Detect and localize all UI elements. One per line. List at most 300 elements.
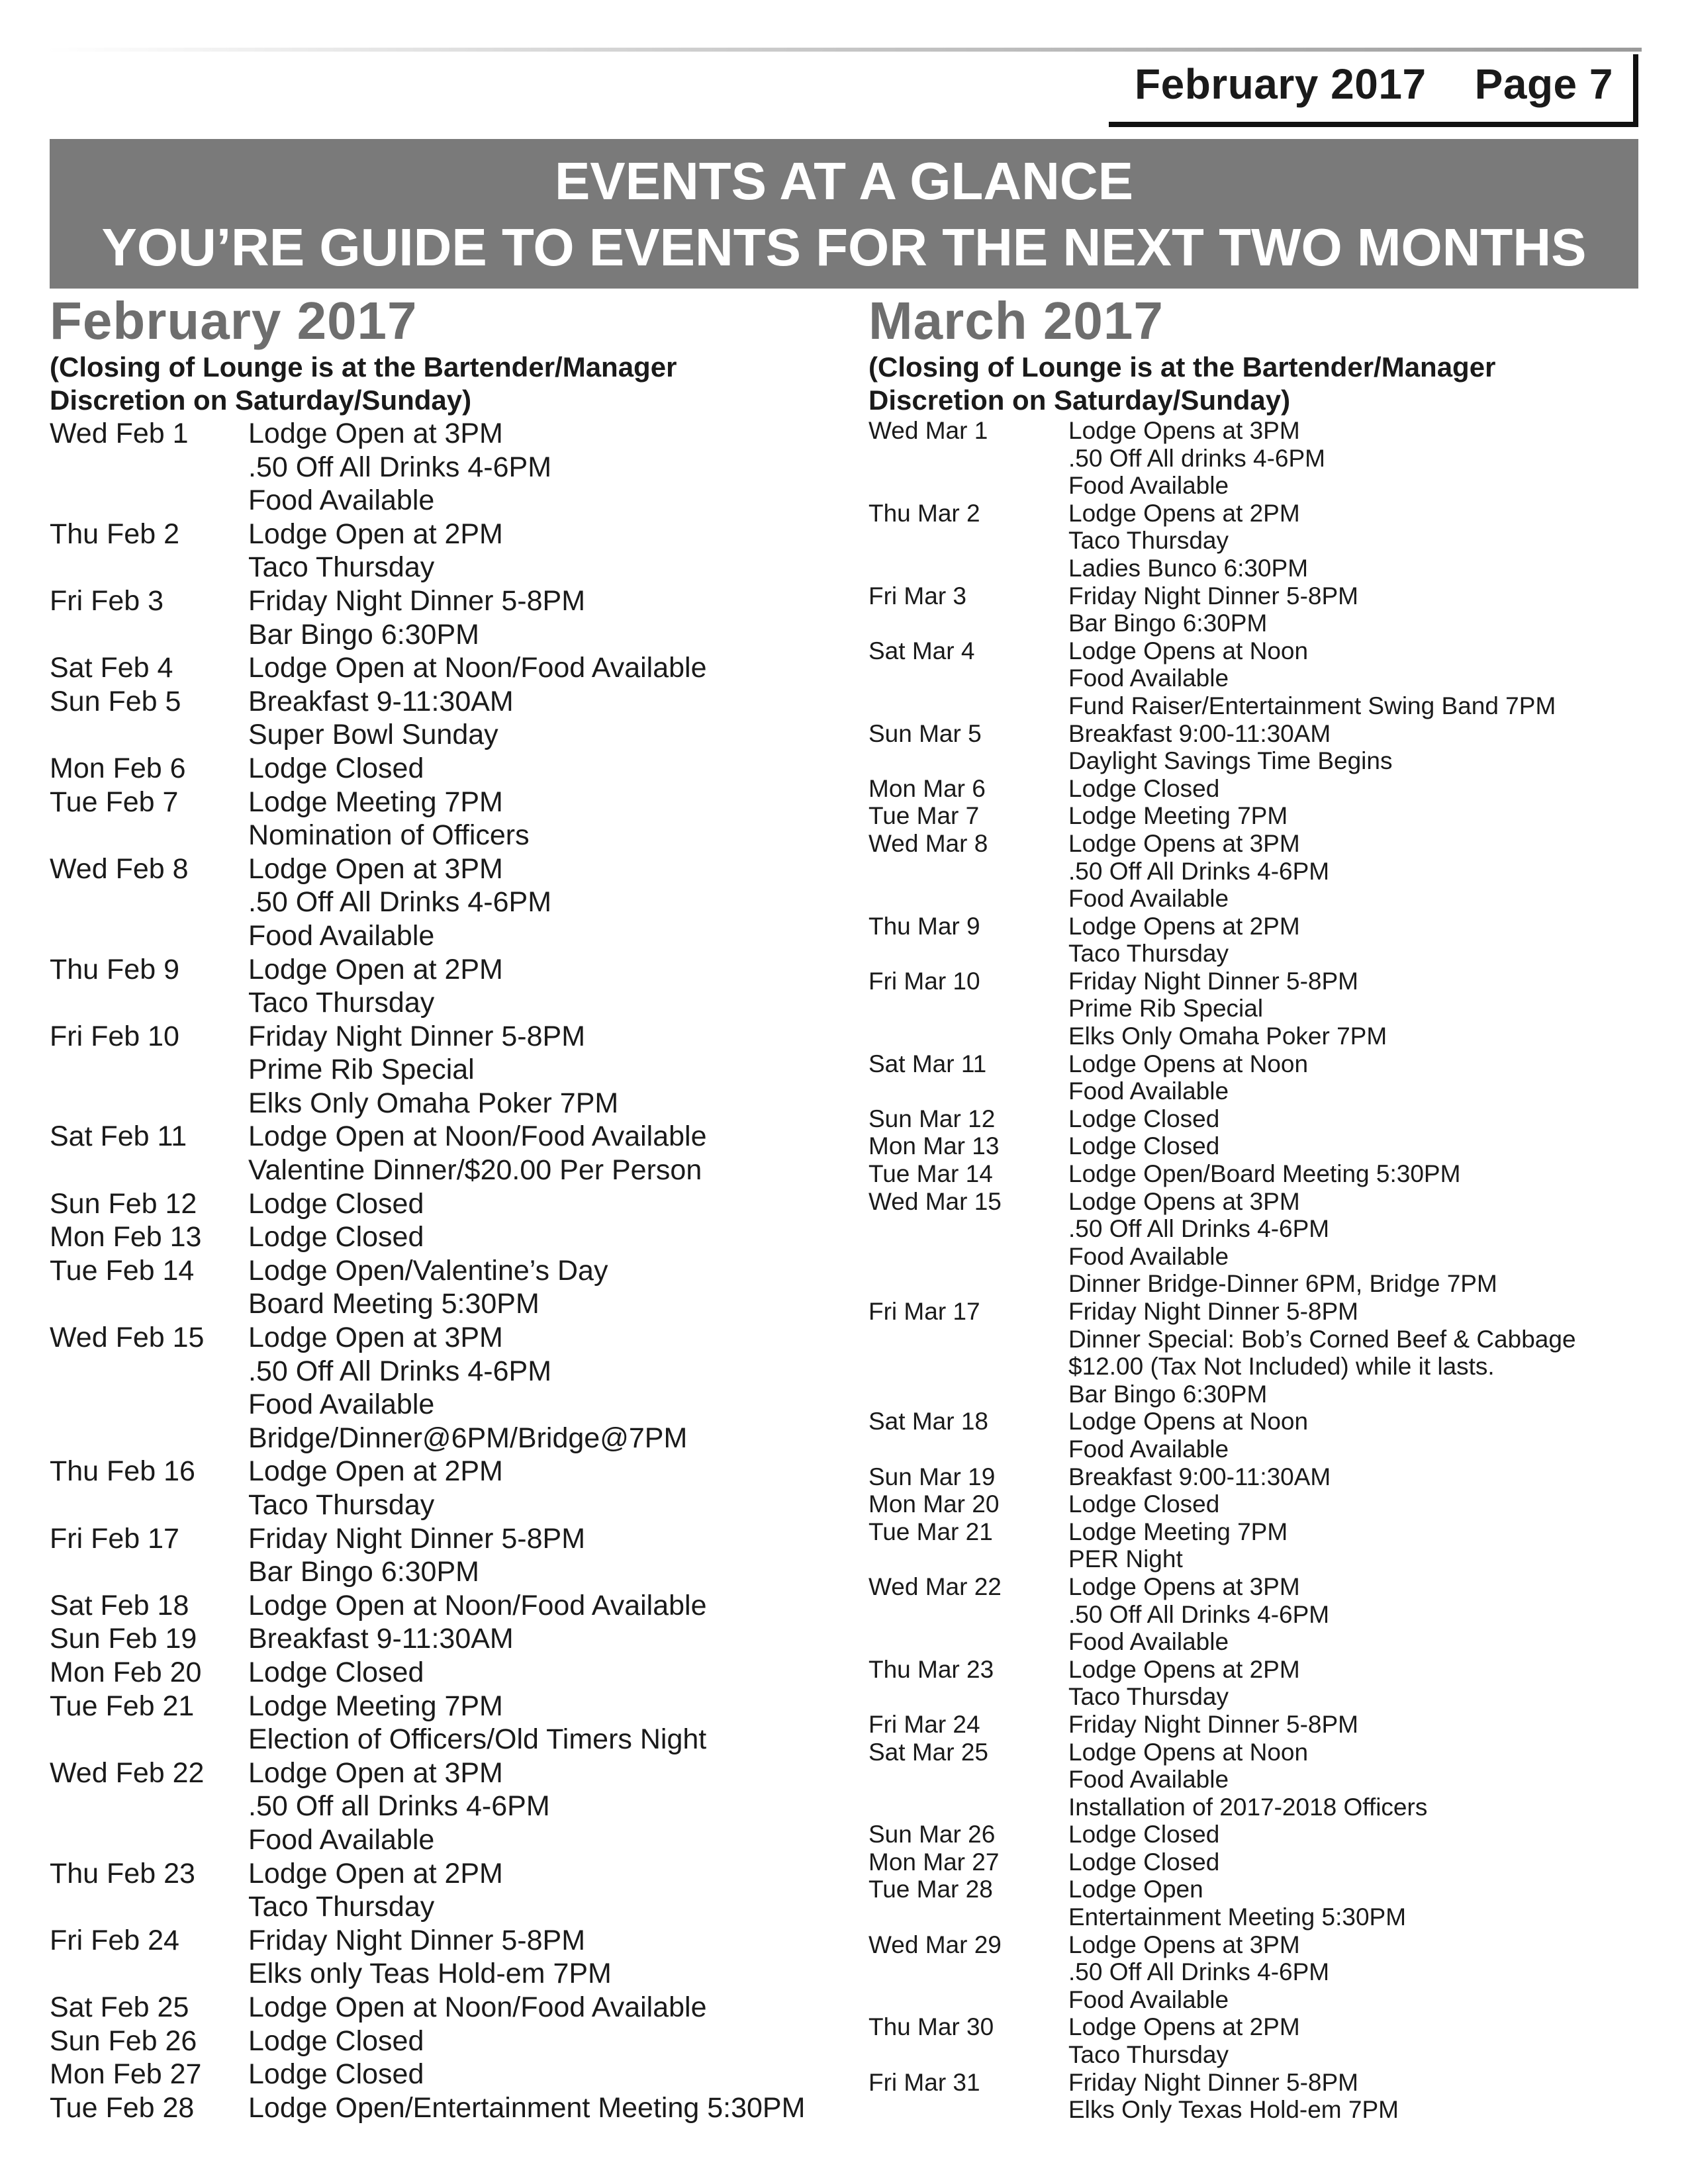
event-row (868, 830, 1663, 913)
event-line: Lodge Open at 3PM (248, 1756, 503, 1789)
event-line: Lodge Closed (248, 1187, 424, 1220)
event-details (1068, 1848, 1663, 1876)
event-line: Lodge Closed (1068, 1105, 1220, 1132)
event-line: .50 Off All Drinks 4-6PM (1068, 1600, 1330, 1628)
event-row (50, 786, 844, 852)
event-details (1068, 1876, 1663, 1931)
event-row (868, 1518, 1663, 1573)
event-line: Food Available (248, 1388, 435, 1421)
event-row (50, 1455, 844, 1522)
event-details (248, 417, 844, 518)
event-line: Taco Thursday (1068, 1683, 1229, 1711)
event-line: Food Available (248, 919, 435, 952)
event-day: Wed Mar 8 (868, 829, 988, 857)
event-line: Lodge Closed (1068, 774, 1220, 802)
event-day: Sun Mar 19 (868, 1463, 996, 1490)
event-day: Sun Mar 26 (868, 1821, 996, 1848)
event-day: Sat Mar 18 (868, 1408, 988, 1435)
event-row (868, 417, 1663, 500)
event-row (50, 1857, 844, 1924)
event-details (248, 1756, 844, 1857)
event-line: Taco Thursday (1068, 2041, 1229, 2069)
event-day: Sun Mar 5 (868, 719, 982, 747)
event-row (50, 1656, 844, 1690)
event-details (248, 1857, 844, 1924)
event-line: Lodge Opens at 3PM (1068, 1931, 1300, 1958)
event-day: Mon Mar 27 (868, 1848, 1000, 1876)
event-line: Lodge Open/Valentine’s Day (248, 1254, 608, 1287)
event-row (868, 1573, 1663, 1656)
event-details (248, 1991, 844, 2025)
event-line: .50 Off all Drinks 4-6PM (248, 1790, 550, 1823)
february-column (50, 291, 844, 2124)
event-row (50, 685, 844, 752)
event-details (1068, 1132, 1663, 1160)
event-line: .50 Off All drinks 4-6PM (1068, 444, 1325, 472)
event-line: Board Meeting 5:30PM (248, 1288, 539, 1320)
event-line: Lodge Closed (1068, 1848, 1220, 1876)
event-details (248, 518, 844, 584)
march-note-line1: (Closing of Lounge is at the Bartender/Manager (868, 351, 1496, 383)
event-line: Food Available (1068, 885, 1229, 913)
event-day: Fri Mar 31 (868, 2068, 980, 2096)
event-row (868, 913, 1663, 968)
event-day: Fri Feb 24 (50, 1924, 179, 1956)
event-line: Elks only Teas Hold-em 7PM (248, 1958, 612, 1990)
event-row (50, 1924, 844, 1991)
event-line: Taco Thursday (1068, 940, 1229, 968)
event-day: Sat Mar 25 (868, 1738, 988, 1766)
page-info: February 2017 Page 7 (1135, 60, 1613, 108)
event-day: Wed Mar 29 (868, 1931, 1002, 1958)
event-details (1068, 830, 1663, 913)
event-row (50, 651, 844, 685)
event-day: Fri Feb 10 (50, 1020, 179, 1052)
event-day: Wed Feb 1 (50, 418, 189, 449)
event-line: .50 Off All Drinks 4-6PM (1068, 1958, 1330, 1986)
event-line: Food Available (1068, 1242, 1229, 1270)
event-details (248, 2058, 844, 2091)
event-line: Lodge Closed (248, 2025, 424, 2057)
event-row (50, 2091, 844, 2125)
event-line: Lodge Closed (248, 1221, 424, 1253)
event-details (248, 1220, 844, 1254)
event-details (1068, 1573, 1663, 1656)
event-row (868, 1739, 1663, 1821)
event-line: Lodge Closed (1068, 1490, 1220, 1518)
event-details (1068, 775, 1663, 803)
event-row (50, 2058, 844, 2091)
event-day: Tue Feb 21 (50, 1690, 195, 1722)
event-line: Breakfast 9:00-11:30AM (1068, 1463, 1331, 1490)
event-line: Lodge Opens at Noon (1068, 637, 1309, 664)
event-day: Mon Feb 13 (50, 1221, 202, 1253)
event-line: Lodge Open at 2PM (248, 953, 503, 985)
event-details (1068, 1160, 1663, 1188)
event-row (868, 2069, 1663, 2124)
event-line: Friday Night Dinner 5-8PM (248, 584, 586, 617)
event-line: Lodge Closed (248, 1656, 424, 1688)
event-day: Sat Feb 18 (50, 1589, 189, 1621)
event-day: Sat Mar 11 (868, 1050, 987, 1077)
event-line: Lodge Open at Noon/Food Available (248, 652, 707, 684)
event-day: Tue Feb 7 (50, 786, 179, 818)
event-line: Friday Night Dinner 5-8PM (1068, 2068, 1358, 2096)
event-day: Sat Feb 11 (50, 1120, 187, 1153)
event-line: $12.00 (Tax Not Included) while it lasts. (1068, 1353, 1495, 1381)
event-line: Taco Thursday (248, 1891, 435, 1923)
event-line: Installation of 2017-2018 Officers (1068, 1793, 1428, 1821)
event-row (868, 775, 1663, 803)
event-details (248, 852, 844, 953)
event-line: Fund Raiser/Entertainment Swing Band 7PM (1068, 692, 1556, 719)
event-details (248, 953, 844, 1020)
event-line: PER Night (1068, 1545, 1183, 1573)
event-row (868, 1298, 1663, 1408)
event-row (50, 584, 844, 651)
event-line: .50 Off All Drinks 4-6PM (248, 451, 552, 483)
event-day: Fri Mar 24 (868, 1710, 980, 1738)
event-row (50, 1756, 844, 1857)
event-row (50, 1020, 844, 1120)
event-row (50, 953, 844, 1020)
event-details (248, 1020, 844, 1120)
event-line: Food Available (1068, 1766, 1229, 1794)
event-row (868, 582, 1663, 637)
event-day: Wed Mar 1 (868, 417, 988, 444)
event-row (868, 500, 1663, 582)
header-rule (46, 48, 1642, 52)
event-row (868, 1050, 1663, 1105)
event-details (248, 2025, 844, 2058)
event-day: Tue Mar 28 (868, 1876, 993, 1903)
event-day: Fri Mar 10 (868, 967, 980, 995)
event-day: Mon Mar 20 (868, 1490, 1000, 1518)
event-day: Thu Mar 2 (868, 499, 980, 527)
event-line: Lodge Opens at Noon (1068, 1738, 1309, 1766)
event-details (1068, 913, 1663, 968)
event-line: Bar Bingo 6:30PM (1068, 1380, 1268, 1408)
february-event-list (50, 417, 844, 2124)
event-day: Tue Feb 14 (50, 1254, 195, 1287)
february-note-line1: (Closing of Lounge is at the Bartender/Manager (50, 351, 677, 383)
event-line: Friday Night Dinner 5-8PM (1068, 967, 1358, 995)
event-day: Thu Feb 9 (50, 953, 179, 985)
event-details (248, 1622, 844, 1656)
event-details (248, 1187, 844, 1221)
event-day: Mon Mar 13 (868, 1132, 1000, 1160)
event-row (868, 968, 1663, 1050)
event-details (248, 786, 844, 852)
event-day: Wed Feb 15 (50, 1322, 205, 1354)
event-line: Prime Rib Special (1068, 995, 1264, 1023)
event-day: Tue Mar 21 (868, 1518, 993, 1545)
event-details (1068, 1656, 1663, 1711)
event-line: Taco Thursday (248, 987, 435, 1019)
event-row (868, 1160, 1663, 1188)
event-line: Lodge Opens at 2PM (1068, 2013, 1300, 2041)
event-line: Lodge Opens at Noon (1068, 1408, 1309, 1435)
event-details (248, 1589, 844, 1623)
event-day: Wed Mar 15 (868, 1187, 1002, 1215)
event-row (868, 2013, 1663, 2068)
march-event-list (868, 417, 1663, 2124)
event-details (1068, 1188, 1663, 1298)
banner-subtitle: YOU’RE GUIDE TO EVENTS FOR THE NEXT TWO MONTHS (101, 218, 1587, 277)
event-line: Friday Night Dinner 5-8PM (1068, 1710, 1358, 1738)
event-line: Lodge Open at 3PM (248, 852, 503, 885)
event-line: Lodge Opens at 3PM (1068, 829, 1300, 857)
event-day: Thu Mar 30 (868, 2013, 994, 2041)
event-row (50, 1321, 844, 1455)
event-row (50, 1522, 844, 1589)
event-day: Sun Feb 5 (50, 685, 181, 717)
event-row (868, 1463, 1663, 1491)
event-day: Fri Feb 17 (50, 1522, 179, 1555)
event-line: Lodge Opens at 2PM (1068, 912, 1300, 940)
event-line: Elks Only Omaha Poker 7PM (248, 1087, 619, 1119)
event-day: Mon Feb 6 (50, 752, 186, 784)
event-day: Fri Mar 17 (868, 1298, 980, 1325)
event-row (50, 1991, 844, 2025)
event-line: Lodge Closed (1068, 1132, 1220, 1160)
event-details (248, 1690, 844, 1756)
event-details (248, 752, 844, 786)
event-line: Lodge Opens at Noon (1068, 1050, 1309, 1077)
event-line: Friday Night Dinner 5-8PM (248, 1020, 586, 1052)
event-row (868, 1490, 1663, 1518)
event-details (248, 1924, 844, 1991)
event-line: Bar Bingo 6:30PM (248, 1556, 479, 1588)
event-line: Lodge Open at 2PM (248, 518, 503, 550)
event-details (1068, 2069, 1663, 2124)
event-line: Lodge Open at 3PM (248, 1322, 503, 1354)
event-row (50, 1187, 844, 1221)
event-day: Mon Mar 6 (868, 774, 986, 802)
event-details (248, 1656, 844, 1690)
event-line: Taco Thursday (248, 1489, 435, 1521)
event-day: Fri Feb 3 (50, 584, 164, 617)
event-day: Tue Mar 14 (868, 1160, 993, 1188)
event-line: Dinner Bridge-Dinner 6PM, Bridge 7PM (1068, 1270, 1497, 1298)
february-title: February 2017 (50, 291, 418, 350)
event-line: Lodge Closed (1068, 1821, 1220, 1848)
event-line: Friday Night Dinner 5-8PM (1068, 1298, 1358, 1325)
event-day: Mon Feb 20 (50, 1656, 202, 1688)
events-banner (50, 139, 1638, 289)
event-details (1068, 1105, 1663, 1133)
event-row (50, 852, 844, 953)
event-row (868, 1408, 1663, 1463)
event-line: Lodge Opens at 3PM (1068, 417, 1300, 444)
event-details (248, 685, 844, 752)
page-info-box (1109, 54, 1638, 127)
event-line: Bar Bingo 6:30PM (248, 618, 479, 651)
march-note-line2: Discretion on Saturday/Sunday) (868, 385, 1291, 416)
event-details (1068, 500, 1663, 582)
event-line: Breakfast 9-11:30AM (248, 1623, 514, 1655)
event-details (1068, 2013, 1663, 2068)
event-details (1068, 1408, 1663, 1463)
event-details (1068, 1050, 1663, 1105)
event-line: Breakfast 9-11:30AM (248, 685, 514, 717)
event-row (50, 1220, 844, 1254)
event-line: Lodge Open/Entertainment Meeting 5:30PM (248, 2091, 806, 2124)
event-line: Lodge Opens at 2PM (1068, 1655, 1300, 1683)
event-row (50, 1622, 844, 1656)
event-line: Lodge Closed (248, 2058, 424, 2091)
event-line: Friday Night Dinner 5-8PM (248, 1924, 586, 1956)
event-details (1068, 1490, 1663, 1518)
event-day: Thu Feb 23 (50, 1857, 195, 1889)
event-details (248, 2091, 844, 2125)
event-line: Lodge Open at 2PM (248, 1455, 503, 1488)
event-line: .50 Off All Drinks 4-6PM (1068, 857, 1330, 885)
event-line: Lodge Meeting 7PM (1068, 802, 1288, 830)
event-details (1068, 1463, 1663, 1491)
event-day: Thu Feb 2 (50, 518, 179, 550)
event-row (50, 1589, 844, 1623)
event-line: Food Available (1068, 1628, 1229, 1656)
event-day: Sat Feb 25 (50, 1991, 189, 2023)
event-row (868, 1931, 1663, 2014)
event-line: Food Available (1068, 664, 1229, 692)
event-details (248, 1522, 844, 1589)
event-line: Lodge Open at Noon/Food Available (248, 1120, 707, 1153)
event-day: Wed Mar 22 (868, 1572, 1002, 1600)
event-line: Daylight Savings Time Begins (1068, 747, 1393, 775)
event-row (868, 1711, 1663, 1739)
event-details (248, 651, 844, 685)
february-note-line2: Discretion on Saturday/Sunday) (50, 385, 472, 416)
event-line: Food Available (1068, 1435, 1229, 1463)
event-details (248, 584, 844, 651)
event-day: Sat Feb 4 (50, 652, 173, 684)
event-line: Taco Thursday (1068, 527, 1229, 555)
event-day: Thu Mar 23 (868, 1655, 994, 1683)
event-day: Fri Mar 3 (868, 582, 966, 610)
event-line: Lodge Open at 2PM (248, 1857, 503, 1889)
event-line: Lodge Opens at 3PM (1068, 1187, 1300, 1215)
event-line: Bridge/Dinner@6PM/Bridge@7PM (248, 1422, 688, 1454)
event-line: Super Bowl Sunday (248, 719, 498, 751)
event-row (50, 1120, 844, 1187)
event-line: Lodge Closed (248, 752, 424, 784)
event-details (1068, 1931, 1663, 2014)
event-line: Ladies Bunco 6:30PM (1068, 554, 1309, 582)
event-row (50, 1254, 844, 1321)
event-line: Lodge Meeting 7PM (248, 1690, 503, 1722)
event-details (1068, 802, 1663, 830)
event-line: Lodge Open (1068, 1876, 1203, 1903)
event-day: Sun Feb 26 (50, 2025, 197, 2057)
event-details (1068, 1711, 1663, 1739)
event-row (868, 1105, 1663, 1133)
event-details (1068, 968, 1663, 1050)
event-details (1068, 1518, 1663, 1573)
event-row (50, 752, 844, 786)
event-day: Thu Feb 16 (50, 1455, 195, 1488)
event-row (50, 518, 844, 584)
event-day: Tue Mar 7 (868, 802, 980, 830)
event-day: Sat Mar 4 (868, 637, 975, 664)
event-day: Tue Feb 28 (50, 2091, 195, 2124)
event-day: Sun Feb 12 (50, 1187, 197, 1220)
event-line: .50 Off All Drinks 4-6PM (1068, 1215, 1330, 1243)
event-line: Elks Only Omaha Poker 7PM (1068, 1023, 1387, 1050)
event-day: Sun Mar 12 (868, 1105, 996, 1132)
event-line: Lodge Open/Board Meeting 5:30PM (1068, 1160, 1461, 1188)
event-day: Wed Feb 8 (50, 852, 189, 885)
event-details (1068, 582, 1663, 637)
march-column (868, 291, 1663, 2124)
event-details (248, 1321, 844, 1455)
event-line: .50 Off All Drinks 4-6PM (248, 886, 552, 919)
event-line: .50 Off All Drinks 4-6PM (248, 1355, 552, 1387)
event-details (1068, 637, 1663, 720)
event-details (1068, 1821, 1663, 1848)
event-line: Food Available (1068, 1985, 1229, 2013)
event-details (1068, 1739, 1663, 1821)
event-row (868, 1132, 1663, 1160)
event-row (868, 637, 1663, 720)
event-row (50, 2025, 844, 2058)
event-day: Wed Feb 22 (50, 1756, 205, 1789)
event-row (868, 1876, 1663, 1931)
event-row (868, 1188, 1663, 1298)
event-row (50, 1690, 844, 1756)
event-line: Valentine Dinner/$20.00 Per Person (248, 1154, 702, 1187)
event-row (868, 802, 1663, 830)
event-line: Nomination of Officers (248, 819, 530, 852)
event-line: Friday Night Dinner 5-8PM (1068, 582, 1358, 610)
event-line: Lodge Opens at 2PM (1068, 499, 1300, 527)
event-details (1068, 720, 1663, 775)
event-line: Lodge Open at Noon/Food Available (248, 1991, 707, 2023)
event-line: Election of Officers/Old Timers Night (248, 1723, 707, 1756)
event-line: Lodge Meeting 7PM (248, 786, 503, 818)
event-line: Dinner Special: Bob’s Corned Beef & Cabbage (1068, 1325, 1576, 1353)
event-row (868, 1821, 1663, 1848)
march-title: March 2017 (868, 291, 1164, 350)
event-day: Thu Mar 9 (868, 912, 980, 940)
event-line: Lodge Open at 3PM (248, 418, 503, 449)
event-line: Entertainment Meeting 5:30PM (1068, 1903, 1407, 1931)
event-row (50, 417, 844, 518)
event-row (868, 1656, 1663, 1711)
event-details (1068, 417, 1663, 500)
event-day: Mon Feb 27 (50, 2058, 202, 2091)
event-details (248, 1120, 844, 1187)
event-row (868, 1848, 1663, 1876)
event-line: Lodge Meeting 7PM (1068, 1518, 1288, 1545)
event-line: Food Available (1068, 472, 1229, 500)
event-line: Elks Only Texas Hold-em 7PM (1068, 2096, 1399, 2124)
banner-title: EVENTS AT A GLANCE (554, 152, 1134, 210)
event-line: Bar Bingo 6:30PM (1068, 610, 1268, 637)
event-line: Friday Night Dinner 5-8PM (248, 1522, 586, 1555)
event-line: Food Available (248, 484, 435, 517)
event-details (248, 1254, 844, 1321)
event-day: Sun Feb 19 (50, 1623, 197, 1655)
event-details (248, 1455, 844, 1522)
event-line: Taco Thursday (248, 551, 435, 584)
event-line: Lodge Open at Noon/Food Available (248, 1589, 707, 1621)
event-details (1068, 1298, 1663, 1408)
event-row (868, 720, 1663, 775)
event-line: Food Available (1068, 1077, 1229, 1105)
event-line: Lodge Opens at 3PM (1068, 1572, 1300, 1600)
